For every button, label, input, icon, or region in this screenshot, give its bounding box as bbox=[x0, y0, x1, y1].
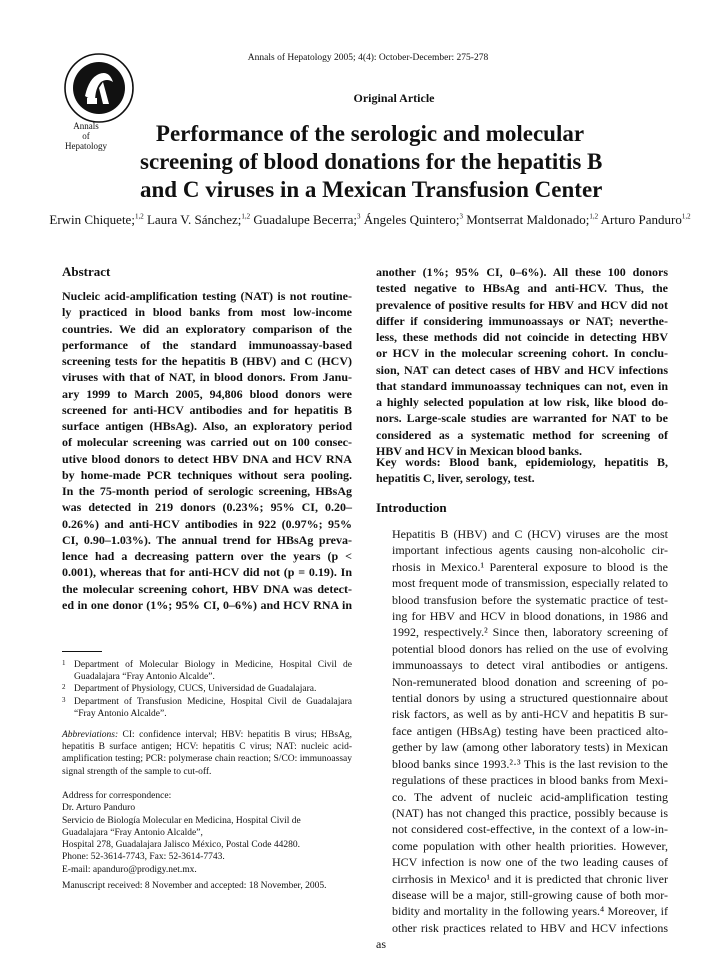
abstract-line: differ if considering immunoassays or NAT; neverthe- bbox=[376, 313, 668, 328]
author-name: Montserrat Maldonado; bbox=[466, 212, 590, 227]
abstract-line: nors. Large-scale studies are warranted for NAT to be bbox=[376, 411, 668, 426]
introduction-line: ing for HBV and HCV in blood donations, in 1986 and bbox=[392, 609, 668, 624]
introduction-line: not considered cost-effective, in the context of a low-in- bbox=[392, 822, 668, 837]
footnote-number: 3 bbox=[62, 695, 66, 704]
abbreviations bbox=[62, 729, 352, 778]
abstract-line: sion, NAT can detect cases of HBV and HCV infections bbox=[376, 362, 668, 377]
abstract-line: a highly selected population at low risk, like blood do- bbox=[376, 395, 668, 409]
introduction-line: blood banks since 1993.²·³ This is the last revision to the bbox=[392, 756, 668, 771]
introduction-line: most frequent mode of transmission, especially related to bbox=[392, 576, 668, 591]
abstract-line: 0.001), whereas that for anti-HCV did not (p = 0.19). In bbox=[62, 565, 352, 580]
author-affiliation: 1,2 bbox=[681, 212, 691, 221]
keywords-line: hepatitis C, liver, serology, test. bbox=[376, 471, 535, 486]
abstract-line: of molecular screening was carried out on 100 consec- bbox=[62, 435, 352, 450]
logo-caption-line: Hepatology bbox=[65, 141, 107, 151]
abstract-line: viruses with that of NAT, in blood donors. From Janu- bbox=[62, 370, 352, 385]
address-line: Phone: 52-3614-7743, Fax: 52-3614-7743. bbox=[62, 852, 225, 863]
footnote bbox=[62, 696, 352, 720]
author-list bbox=[40, 212, 700, 228]
journal-citation: Annals of Hepatology 2005; 4(4): October-December: 275-278 bbox=[247, 53, 489, 63]
abstract-line: another (1%; 95% CI, 0–6%). All these 100 donors bbox=[376, 265, 668, 279]
abstract-line: 0.26%) and anti-HCV antibodies in 922 (0.97%; 95% bbox=[62, 516, 352, 531]
keywords bbox=[376, 454, 668, 487]
author-name: Laura V. Sánchez; bbox=[146, 212, 242, 227]
introduction-line: face antigen (HBsAg) testing have been practiced alto- bbox=[392, 723, 668, 738]
introduction-line: cirrhosis in Mexico¹ and it is predicted that chronic liver bbox=[392, 871, 668, 886]
abstract-line: by home-made PCR techniques without sera pooling. bbox=[62, 467, 352, 482]
keywords-line: Key words: Blood bank, epidemiology, hepatitis B, bbox=[376, 455, 668, 469]
introduction-line: gether by law (among other laboratory tests) in Mexican bbox=[392, 740, 668, 755]
author-affiliation: 3 bbox=[459, 212, 463, 221]
footnote-text: Department of Physiology, CUCS, Universidad de Guadalajara. bbox=[74, 684, 317, 695]
introduction-line: Non-remunerated blood donation and screening of po- bbox=[392, 674, 668, 689]
abbreviations-label: Abbreviations: bbox=[62, 730, 119, 740]
introduction-text bbox=[376, 526, 668, 953]
abstract-line: countries. We did an exploratory comparison of the bbox=[62, 321, 352, 336]
abstract-heading: Abstract bbox=[62, 264, 111, 279]
abstract-line: ly practiced in blood banks from most low-income bbox=[62, 305, 352, 320]
abstract-line: that standard immunoassay techniques can not, even in bbox=[376, 378, 668, 393]
abbreviations-text: CI: confidence interval; HBV: hepatitis B virus; HBsAg, hepatitis B surface antigen; HCV: hepatitis C virus; NAT: nucleic acid-amplification testing; PCR: polymerase chain reaction; S/CO: immunoassay signal strength of the sample to cut-off. bbox=[62, 730, 352, 777]
author-affiliation: 1,2 bbox=[241, 212, 251, 221]
address-line: E-mail: apanduro@prodigy.net.mx. bbox=[62, 864, 197, 875]
introduction-line: regulations of these practices in blood banks from Mexi- bbox=[392, 773, 668, 788]
introduction-line: immunoassays to detect viral antibodies or antigens. bbox=[392, 658, 668, 673]
abstract-line: HBV and HCV in Mexican blood banks. bbox=[376, 443, 582, 458]
footnote-number: 1 bbox=[62, 659, 66, 667]
affiliation-footnotes bbox=[62, 659, 352, 720]
author-affiliation: 1,2 bbox=[134, 212, 144, 221]
address-line: Hospital 278, Guadalajara Jalisco México, Postal Code 44280. bbox=[62, 840, 300, 851]
author-affiliation: 3 bbox=[357, 212, 361, 221]
author-name: Guadalupe Becerra; bbox=[253, 212, 358, 227]
abstract-line: less, these methods did not coincide in detecting HBV bbox=[376, 330, 668, 344]
address-line: Guadalajara “Fray Antonio Alcalde”, bbox=[62, 827, 203, 838]
introduction-line: important infectious agents causing non-alcoholic cir- bbox=[392, 543, 668, 558]
abstract-line: utive blood donors to detect HBV DNA and HCV RNA bbox=[62, 451, 352, 466]
abstract-line: CI, 0.90–1.03%). The annual trend for HBsAg preva- bbox=[62, 532, 352, 547]
introduction-line: HCV infection is now one of the two leading causes of bbox=[392, 855, 668, 870]
abstract-line: prevalence of positive results for HBV and HCV did not bbox=[376, 297, 668, 312]
introduction-line: bidity and mortality in the following years.⁴ Moreover, if bbox=[392, 904, 668, 919]
abstract-line: the molecular screening cohort, HBV DNA was detect- bbox=[62, 581, 352, 596]
abstract-line: ary 1999 to March 2005, 94,806 blood donors were bbox=[62, 386, 352, 401]
correspondence-address bbox=[62, 790, 352, 876]
address-line: Dr. Arturo Panduro bbox=[62, 803, 136, 814]
abstract-line: was detected in 219 donors (0.23%; 95% CI, 0.20– bbox=[62, 500, 352, 515]
introduction-line: come population with other health priorities. However, bbox=[392, 838, 668, 853]
introduction-line: tential donors by using a structured questionnaire about bbox=[392, 691, 668, 706]
abstract-line: lence had a decreasing pattern over the years (p < bbox=[62, 549, 352, 563]
title-line: screening of blood donations for the hepatitis B bbox=[140, 149, 603, 174]
section-label: Original Article bbox=[353, 91, 435, 105]
introduction-line: disease will be a major, still-growing cause of both mor- bbox=[392, 887, 668, 902]
introduction-line: potential blood donors has relied on the use of evolving bbox=[392, 641, 668, 656]
abstract-line: considered as a systematic method for screening of bbox=[376, 427, 668, 442]
logo-caption bbox=[58, 121, 114, 151]
article-title bbox=[140, 120, 603, 204]
footnote bbox=[62, 659, 352, 683]
abstract-line: ed in one donor (1%; 95% CI, 0–6%) and HCV RNA in bbox=[62, 597, 352, 612]
title-line: and C viruses in a Mexican Transfusion Center bbox=[140, 177, 603, 202]
introduction-line: risk factors, as well as by anti-HCV and hepatitis B sur- bbox=[392, 707, 668, 722]
introduction-line: (NAT) has not changed this practice, possibly because is bbox=[392, 805, 668, 820]
title-line: Performance of the serologic and molecular bbox=[155, 121, 585, 146]
logo-caption-line: Annals bbox=[73, 121, 99, 131]
address-line: Address for correspondence: bbox=[62, 791, 172, 801]
abstract-line: screened for anti-HCV antibodies and for hepatitis B bbox=[62, 402, 352, 417]
introduction-line: blood transfusion before the systematic practice of test- bbox=[392, 592, 668, 607]
journal-logo bbox=[63, 52, 135, 124]
footnote-text: Department of Transfusion Medicine, Hospital Civil de Guadalajara “Fray Antonio Alcalde”. bbox=[74, 696, 352, 719]
introduction-line: 1992, respectively.² Since then, laboratory screening of bbox=[392, 625, 668, 640]
abstract-line: In the 75-month period of serologic screening, HBsAg bbox=[62, 484, 352, 498]
logo-caption-line: of bbox=[82, 131, 90, 141]
introduction-line: other risk practices related to HBV and HCV infections as bbox=[376, 920, 668, 952]
footnote-divider bbox=[62, 651, 102, 652]
abstract-line: or HCV in the molecular screening cohort. In conclu- bbox=[376, 346, 668, 361]
address-line: Servicio de Biología Molecular en Medicina, Hospital Civil de bbox=[62, 815, 301, 826]
abstract-text-continued bbox=[376, 264, 668, 459]
introduction-line: Hepatitis B (HBV) and C (HCV) viruses are the most bbox=[392, 527, 668, 541]
abstract-line: tested negative to HBsAg and anti-HCV. Thus, the bbox=[376, 281, 668, 296]
abstract-line: Nucleic acid-amplification testing (NAT) is not routine- bbox=[62, 289, 352, 303]
abstract-line: screening tests for the hepatitis B (HBV) and C (HCV) bbox=[62, 354, 352, 368]
introduction-heading: Introduction bbox=[376, 500, 447, 515]
introduction-line: rhosis in Mexico.¹ Parenteral exposure to blood is the bbox=[392, 559, 668, 574]
abstract-text bbox=[62, 288, 352, 613]
author-name: Arturo Panduro bbox=[600, 212, 682, 227]
footnote-text: Department of Molecular Biology in Medicine, Hospital Civil de Guadalajara “Fray Antonio Alcalde”. bbox=[74, 660, 352, 683]
footnote-number: 2 bbox=[62, 683, 66, 692]
abstract-line: performance of the standard immunoassay-based bbox=[62, 337, 352, 352]
introduction-line: co. The advent of nucleic acid-amplification testing bbox=[392, 789, 668, 804]
abstract-line: surface antigen (HBsAg). Also, an exploratory period bbox=[62, 419, 352, 433]
author-affiliation: 1,2 bbox=[589, 212, 599, 221]
author-name: Ángeles Quintero; bbox=[363, 212, 460, 227]
author-name: Erwin Chiquete; bbox=[49, 212, 135, 227]
manuscript-dates: Manuscript received: 8 November and accepted: 18 November, 2005. bbox=[62, 881, 327, 891]
footnote bbox=[62, 683, 352, 695]
